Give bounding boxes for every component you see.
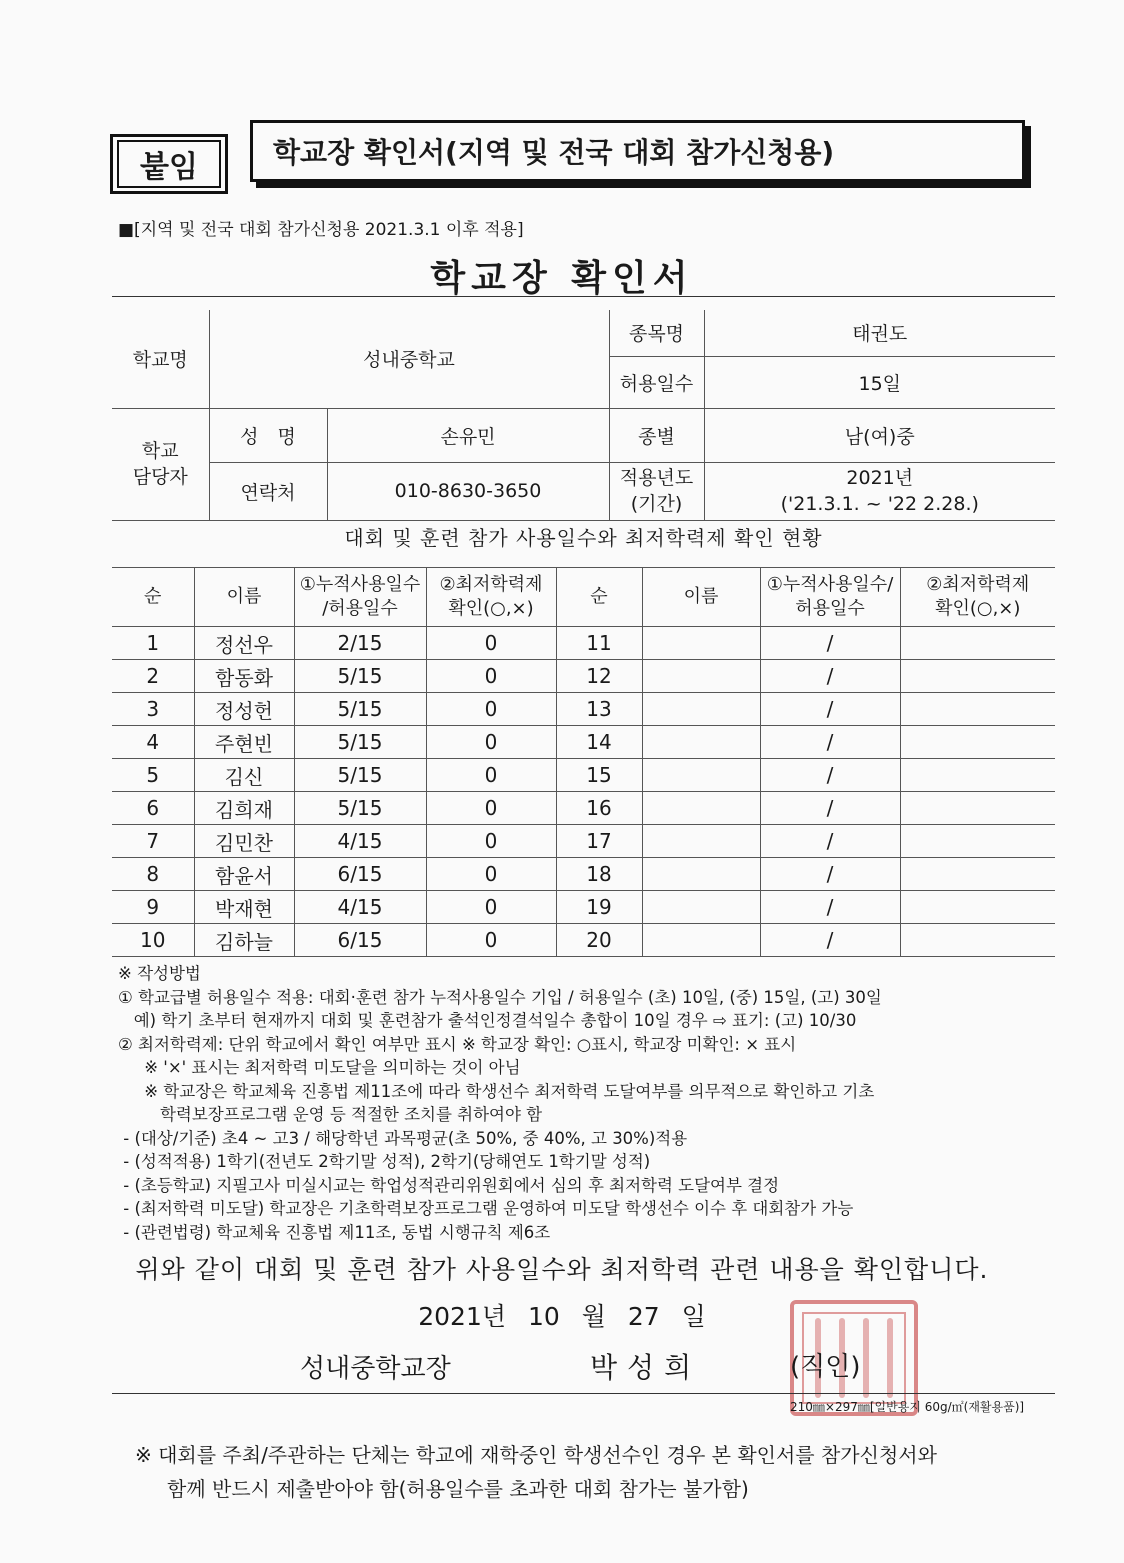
gender-value: 남(여)중 [704, 408, 1055, 462]
row-name-right [642, 726, 760, 759]
header-no-right: 순 [556, 568, 642, 627]
notes-section [118, 962, 1068, 1244]
table-row [112, 891, 1055, 924]
row-days-right: / [760, 858, 900, 891]
header-title: 학교장 확인서(지역 및 전국 대회 참가신청용) [273, 136, 835, 169]
row-no: 7 [112, 825, 194, 858]
header-days-2: /허용일수 [322, 598, 398, 619]
row-min-right [900, 759, 1055, 792]
row-days-right: / [760, 660, 900, 693]
header-min-2: 확인(○,×) [448, 598, 534, 619]
allow-label: 허용일수 [609, 356, 704, 408]
row-days: 2/15 [294, 627, 426, 660]
row-name: 정선우 [194, 627, 294, 660]
row-no-right: 13 [556, 693, 642, 726]
row-no-right: 20 [556, 924, 642, 957]
header-title-box [250, 120, 1025, 182]
note-line: 학력보장프로그램 운영 등 적절한 조치를 취하여야 함 [118, 1105, 543, 1124]
row-name: 함윤서 [194, 858, 294, 891]
header-days-right-1: ①누적사용일수/ [766, 574, 894, 595]
header-name-right: 이름 [642, 568, 760, 627]
year-value-1: 2021년 [846, 467, 914, 489]
row-days-right: / [760, 792, 900, 825]
row-no-right: 17 [556, 825, 642, 858]
header-name: 이름 [194, 568, 294, 627]
row-name: 함동화 [194, 660, 294, 693]
roster-table [112, 567, 1055, 957]
note-line: ① 학교급별 허용일수 적용: 대회·훈련 참가 누적사용일수 기입 / 허용일수 (초) 10일, (중) 15일, (고) 30일 [118, 987, 882, 1007]
gender-label: 종별 [609, 408, 704, 462]
row-no: 2 [112, 660, 194, 693]
signer-school: 성내중학교장 [300, 1354, 451, 1384]
allow-value: 15일 [704, 356, 1055, 408]
row-min: 0 [426, 858, 556, 891]
year-label [609, 462, 704, 520]
header-no: 순 [112, 568, 194, 627]
row-name-right [642, 858, 760, 891]
row-min: 0 [426, 924, 556, 957]
table-row [112, 924, 1055, 957]
table-row [112, 825, 1055, 858]
note-line: - (성적적용) 1학기(전년도 2학기말 성적), 2학기(당해연도 1학기말 성적) [118, 1152, 651, 1171]
note-line: - (대상/기준) 초4 ~ 고3 / 해당학년 과목평균(초 50%, 중 40%, 고 30%)적용 [118, 1128, 688, 1148]
main-title: 학교장 확인서 [430, 258, 694, 299]
row-min-right [900, 660, 1055, 693]
header-days-1: ①누적사용일수 [299, 574, 421, 595]
row-min: 0 [426, 792, 556, 825]
row-no: 10 [112, 924, 194, 957]
contact-label: 연락처 [209, 462, 327, 520]
row-min: 0 [426, 891, 556, 924]
row-no-right: 16 [556, 792, 642, 825]
row-days-right: / [760, 627, 900, 660]
row-name-right [642, 891, 760, 924]
row-no: 1 [112, 627, 194, 660]
sign-rule [112, 1393, 1055, 1394]
row-name-right [642, 825, 760, 858]
signer-name: 박성희 [590, 1351, 702, 1384]
row-name-right [642, 924, 760, 957]
note-line: ※ 학교장은 학교체육 진흥법 제11조에 따라 학생선수 최저학력 도달여부를 의무적으로 확인하고 기초 [118, 1081, 875, 1101]
name-label: 성 명 [209, 408, 327, 462]
header-days-right [760, 568, 900, 627]
row-days-right: / [760, 825, 900, 858]
name-value: 손유민 [327, 408, 609, 462]
row-no-right: 11 [556, 627, 642, 660]
row-no: 3 [112, 693, 194, 726]
table-row [112, 858, 1055, 891]
row-no-right: 12 [556, 660, 642, 693]
row-min-right [900, 924, 1055, 957]
row-min: 0 [426, 825, 556, 858]
row-min: 0 [426, 627, 556, 660]
table-row [112, 693, 1055, 726]
year-label-1: 적용년도 [619, 467, 694, 489]
note-line: - (초등학교) 지필고사 미실시교는 학업성적관리위원회에서 심의 후 최저학력 도달여부 결정 [118, 1175, 780, 1195]
row-min-right [900, 693, 1055, 726]
row-days-right: / [760, 726, 900, 759]
row-min-right [900, 627, 1055, 660]
contact-value: 010-8630-3650 [327, 462, 609, 520]
note-line: ※ 작성방법 [118, 964, 201, 983]
year-value-2: ('21.3.1. ~ '22 2.28.) [780, 493, 979, 515]
header-days [294, 568, 426, 627]
row-min: 0 [426, 693, 556, 726]
row-name: 김하늘 [194, 924, 294, 957]
roster-subtitle: 대회 및 훈련 참가 사용일수와 최저학력제 확인 현황 [344, 526, 823, 550]
table-row [112, 726, 1055, 759]
table-row [112, 792, 1055, 825]
note-line: 예) 학기 초부터 현재까지 대회 및 훈련참가 출석인정결석일수 총합이 10일 경우 ⇨ 표기: (고) 10/30 [118, 1011, 857, 1030]
row-days: 5/15 [294, 726, 426, 759]
row-name: 주현빈 [194, 726, 294, 759]
note-line: ※ '×' 표시는 최저학력 미도달을 의미하는 것이 아님 [118, 1058, 521, 1077]
school-label: 학교명 [112, 310, 209, 408]
event-label: 종목명 [609, 310, 704, 356]
row-days-right: / [760, 924, 900, 957]
note-line: - (최저학력 미도달) 학교장은 기초학력보장프로그램 운영하여 미도달 학생선수 이수 후 대회참가 가능 [118, 1199, 854, 1218]
event-value: 태권도 [704, 310, 1055, 356]
applied-note: ■[지역 및 전국 대회 참가신청용 2021.3.1 이후 적용] [118, 220, 524, 240]
row-min-right [900, 792, 1055, 825]
row-name-right [642, 660, 760, 693]
row-no-right: 19 [556, 891, 642, 924]
row-no-right: 18 [556, 858, 642, 891]
header-min-right [900, 568, 1055, 627]
row-no-right: 15 [556, 759, 642, 792]
row-no: 9 [112, 891, 194, 924]
header-min-right-2: 확인(○,×) [935, 598, 1021, 619]
row-min-right [900, 825, 1055, 858]
row-min-right [900, 858, 1055, 891]
row-name-right [642, 792, 760, 825]
row-no-right: 14 [556, 726, 642, 759]
row-name-right [642, 759, 760, 792]
footer-line-1: ※ 대회를 주최/주관하는 단체는 학교에 재학중인 학생선수인 경우 본 확인서를 참가신청서와 [135, 1443, 937, 1467]
table-row [112, 759, 1055, 792]
row-min: 0 [426, 759, 556, 792]
roster-header-row [112, 568, 1055, 627]
row-no: 8 [112, 858, 194, 891]
manager-label: 학교 담당자 [112, 408, 209, 520]
row-no: 6 [112, 792, 194, 825]
row-days-right: / [760, 759, 900, 792]
attachment-label: 붙임 [140, 150, 198, 185]
row-name-right [642, 627, 760, 660]
note-line: - (관련법령) 학교체육 진흥법 제11조, 동법 시행규칙 제6조 [118, 1222, 551, 1242]
row-name: 김신 [194, 759, 294, 792]
row-days: 6/15 [294, 924, 426, 957]
row-days: 5/15 [294, 693, 426, 726]
row-days: 5/15 [294, 792, 426, 825]
row-no: 4 [112, 726, 194, 759]
seal-label: (직인) [790, 1352, 861, 1382]
paper-spec: 210㎜×297㎜[일반용지 60g/㎡(재활용품)] [790, 1400, 1025, 1414]
confirm-statement: 위와 같이 대회 및 훈련 참가 사용일수와 최저학력 관련 내용을 확인합니다. [135, 1255, 989, 1284]
sign-date: 2021년 10 월 27 일 [418, 1302, 706, 1331]
footer-line-2: 함께 반드시 제출받아야 함(허용일수를 초과한 대회 참가는 불가함) [167, 1477, 749, 1501]
row-days: 5/15 [294, 660, 426, 693]
header-min-1: ②최저학력제 [439, 574, 543, 595]
school-value: 성내중학교 [209, 310, 609, 408]
header-days-right-2: 허용일수 [795, 598, 865, 619]
row-no: 5 [112, 759, 194, 792]
row-min: 0 [426, 726, 556, 759]
row-days: 4/15 [294, 891, 426, 924]
year-label-2: (기간) [630, 493, 683, 515]
table-row [112, 660, 1055, 693]
row-days: 6/15 [294, 858, 426, 891]
row-min-right [900, 891, 1055, 924]
row-name: 김희재 [194, 792, 294, 825]
footer-note [135, 1438, 937, 1506]
header-min-right-1: ②최저학력제 [926, 574, 1030, 595]
info-table [112, 310, 1055, 521]
title-rule [112, 296, 1055, 297]
row-days-right: / [760, 891, 900, 924]
row-days: 4/15 [294, 825, 426, 858]
row-days: 5/15 [294, 759, 426, 792]
row-name: 정성헌 [194, 693, 294, 726]
row-min-right [900, 726, 1055, 759]
row-name: 박재현 [194, 891, 294, 924]
year-value [704, 462, 1055, 520]
row-name: 김민찬 [194, 825, 294, 858]
attachment-badge [110, 134, 228, 194]
table-row [112, 627, 1055, 660]
row-min: 0 [426, 660, 556, 693]
row-days-right: / [760, 693, 900, 726]
header-min [426, 568, 556, 627]
note-line: ② 최저학력제: 단위 학교에서 확인 여부만 표시 ※ 학교장 확인: ○표시, 학교장 미확인: × 표시 [118, 1034, 797, 1054]
row-name-right [642, 693, 760, 726]
